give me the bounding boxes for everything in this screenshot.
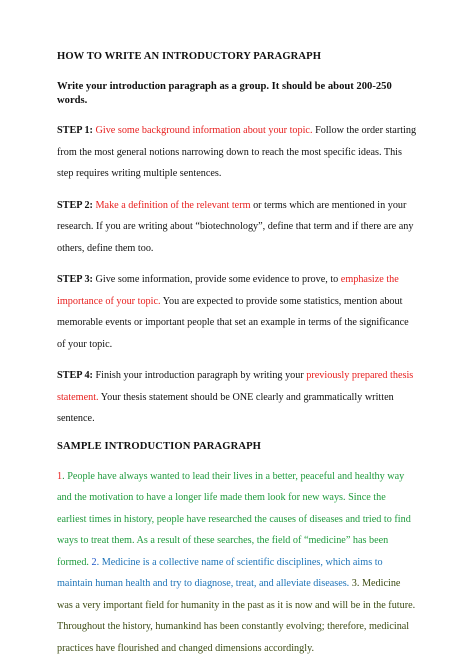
step-3-paragraph — [57, 269, 417, 355]
sample-sentence-2: . Medicine is a collective name of scientific disciplines, which aims to maintain human health and try to diagnose, treat, and alleviate diseases. — [57, 557, 383, 590]
step-3-body: You are expected to provide some statistics, mention about memorable events or important people that set an example in terms of the significance of your topic. — [57, 296, 409, 350]
step-4-paragraph — [57, 365, 417, 430]
document-content — [57, 50, 417, 659]
sample-sentence-3: . Medicine was a very important field for humanity in the past as it is now and will be in the future. Throughout the history, humankind has been constantly evolving; therefore, medicinal practices have flourished and changed dimensions accordingly. — [57, 578, 415, 654]
step-1-label: STEP 1: — [57, 125, 93, 136]
step-1-body: Follow the order starting from the most general notions narrowing down to reach the most specific ideas. This step requires writing multiple sentences. — [57, 125, 416, 179]
step-1-highlight: Give some background information about your topic. — [96, 125, 313, 136]
step-4-label: STEP 4: — [57, 370, 93, 381]
step-4-highlight: previously prepared thesis statement. — [57, 370, 413, 403]
sample-number-3: 3 — [352, 578, 357, 589]
step-3-intro: Give some information, provide some evidence to prove, to — [93, 274, 341, 285]
step-2-highlight: Make a definition of the relevant term — [96, 200, 251, 211]
step-2-paragraph — [57, 195, 417, 260]
sample-paragraph — [57, 466, 417, 659]
sample-number-1: 1 — [57, 471, 62, 482]
instruction-text: Write your introduction paragraph as a group. It should be about 200-250 words. — [57, 80, 417, 108]
step-1-paragraph — [57, 120, 417, 185]
step-3-highlight: emphasize the importance of your topic. — [57, 274, 399, 307]
step-4-intro: Finish your introduction paragraph by writing your — [93, 370, 306, 381]
step-2-body: or terms which are mentioned in your research. If you are writing about “biotechnology”, define that term and if there are any others, define them too. — [57, 200, 413, 254]
document-title: HOW TO WRITE AN INTRODUCTORY PARAGRAPH — [57, 50, 417, 64]
step-2-label: STEP 2: — [57, 200, 93, 211]
sample-sentence-1: . People have always wanted to lead their lives in a better, peaceful and healthy way and the motivation to have a longer life made them look for new ways. Since the earliest times in history, people have researched the causes of diseases and tried to find ways to treat them. As a result of these searches, the field of “medicine” has been formed. — [57, 471, 411, 568]
sample-number-2: 2 — [92, 557, 97, 568]
step-3-label: STEP 3: — [57, 274, 93, 285]
sample-title: SAMPLE INTRODUCTION PARAGRAPH — [57, 440, 417, 454]
step-4-body: Your thesis statement should be ONE clearly and grammatically written sentence. — [57, 392, 394, 425]
